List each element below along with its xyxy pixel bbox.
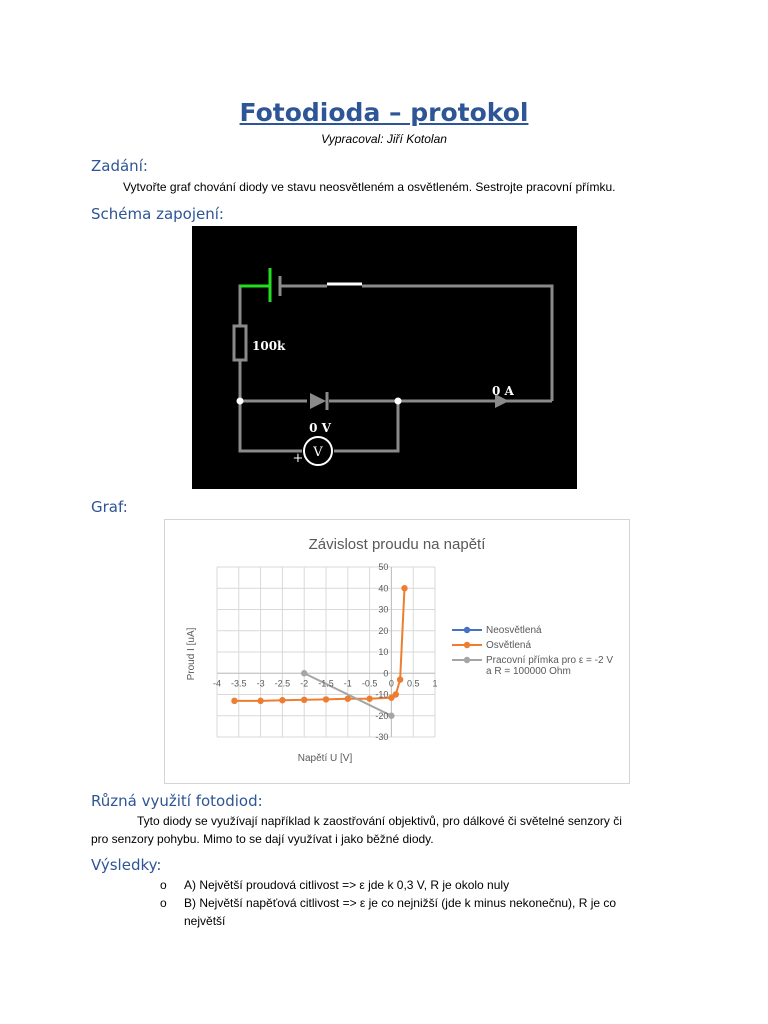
y-tick-label: -30 [375, 732, 389, 742]
legend-marker [464, 657, 470, 663]
voltmeter-plus: + [292, 451, 304, 466]
x-tick-label: -2.5 [274, 678, 291, 689]
result-item-a [160, 876, 660, 894]
ammeter-reading: 0 A [492, 384, 514, 398]
zadani-text: Vytvořte graf chování diody ve stavu neosvětleném a osvětleném. Sestrojte pracovní přímku. [123, 180, 616, 194]
document-title: Fotodioda – protokol [239, 98, 529, 127]
results-list [160, 876, 660, 930]
heading-vyuziti: Různá využití fotodiod: [91, 792, 263, 810]
data-point [279, 697, 285, 703]
chart-title: Závislost proudu na napětí [308, 536, 486, 553]
y-axis-label: Proud I [uA] [186, 627, 197, 681]
x-tick-label: 1 [432, 678, 438, 689]
y-tick-label: 20 [378, 625, 389, 636]
circuit-svg [192, 226, 577, 489]
heading-zadani: Zadání: [91, 157, 148, 175]
result-item-b-text-1: B) Největší napěťová citlivost => ε je co nejnižší (jde k minus nekonečnu), R je co [184, 896, 617, 910]
x-tick-label: -2 [300, 678, 309, 689]
y-tick-label: 50 [378, 562, 389, 572]
legend-marker [464, 642, 470, 648]
result-item-b-text-2: největší [184, 914, 226, 928]
x-tick-label: -1.5 [318, 678, 334, 689]
circuit-diagram [192, 226, 577, 489]
x-tick-label: -0.5 [361, 678, 378, 689]
junction-left [237, 398, 244, 405]
data-point [401, 585, 407, 591]
x-tick-label: 0.5 [406, 678, 420, 689]
legend-label: Pracovní přímka pro ε = -2 V [486, 655, 614, 666]
legend-marker [464, 627, 470, 633]
vyuziti-line-1: Tyto diody se využívají například k zaostřování objektivů, pro dálkové či světelné senzory či [137, 814, 622, 828]
heading-vysledky: Výsledky: [91, 856, 162, 874]
x-axis-label: Napětí U [V] [297, 753, 353, 764]
wire-bottom-right [334, 401, 398, 451]
voltmeter-reading: 0 V [309, 421, 331, 435]
y-tick-label: -20 [375, 710, 389, 721]
wire-bottom-left [240, 401, 302, 451]
diode-triangle [310, 393, 326, 409]
chart-container [164, 519, 630, 784]
y-tick-label: 30 [378, 604, 389, 615]
result-item-b [160, 894, 660, 930]
data-point [393, 691, 399, 697]
y-tick-label: 40 [378, 583, 389, 594]
x-tick-label: 0 [388, 678, 394, 689]
junction-right [395, 398, 402, 405]
x-tick-label: -3.5 [231, 678, 247, 689]
heading-graf: Graf: [91, 498, 128, 516]
vyuziti-line-2: pro senzory pohybu. Mimo to se dají využívat i jako běžné diody. [91, 832, 434, 846]
result-item-a-text: A) Největší proudová citlivost => ε jde k 0,3 V, R je okolo nuly [184, 878, 510, 892]
data-point [231, 698, 237, 704]
data-point [366, 696, 372, 702]
data-point [301, 697, 307, 703]
legend-label: Neosvětlená [486, 625, 542, 636]
x-tick-label: -3 [256, 678, 265, 689]
data-point [397, 676, 403, 682]
data-point [301, 670, 307, 676]
legend-label: a R = 100000 Ohm [486, 666, 571, 677]
bullet-marker: o [160, 878, 167, 892]
bullet-marker: o [160, 896, 167, 910]
resistor-label: 100k [252, 339, 286, 353]
author-line: Vypracoval: Jiří Kotolan [321, 132, 447, 146]
wire-top-left [240, 286, 270, 326]
data-point [257, 698, 263, 704]
wire-top-right [362, 286, 552, 401]
legend-label: Osvětlená [486, 640, 532, 651]
y-tick-label: 0 [383, 668, 389, 679]
y-tick-label: -10 [375, 689, 389, 700]
chart-svg [165, 520, 629, 783]
voltmeter-symbol: V [313, 445, 323, 460]
x-tick-label: -1 [343, 678, 352, 689]
resistor [234, 326, 246, 360]
data-point [388, 713, 394, 719]
x-tick-label: -4 [212, 678, 222, 689]
heading-schema: Schéma zapojení: [91, 205, 224, 223]
data-point [323, 696, 329, 702]
y-tick-label: 10 [378, 647, 389, 657]
